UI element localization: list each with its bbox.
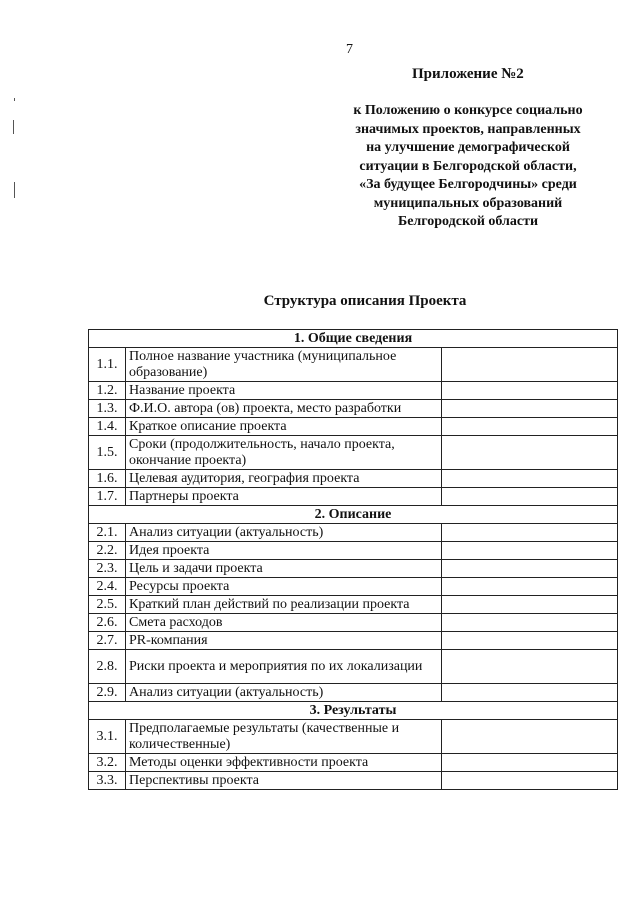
section-title: 2. Описание — [89, 506, 618, 524]
row-label: Анализ ситуации (актуальность) — [126, 684, 442, 702]
row-label: Предполагаемые результаты (качественные и количественные) — [126, 720, 442, 754]
row-label: Перспективы проекта — [126, 772, 442, 790]
table-row — [89, 772, 618, 790]
row-label: Идея проекта — [126, 542, 442, 560]
table-row — [89, 488, 618, 506]
appendix-subtitle: к Положению о конкурсе социально значимых проектов, направленных на улучшение демографической ситуации в Белгородской области, «За будущее Белгородчины» среди муниципальных образований Белгородской области — [353, 103, 583, 229]
row-number: 3.3. — [89, 772, 126, 790]
table-row — [89, 650, 618, 684]
row-number: 2.3. — [89, 560, 126, 578]
row-number: 1.3. — [89, 400, 126, 418]
section-header-row — [89, 506, 618, 524]
appendix-title: Приложение №2 — [412, 66, 524, 82]
row-value-cell — [442, 400, 618, 418]
row-number: 3.2. — [89, 754, 126, 772]
table-row — [89, 382, 618, 400]
table-row — [89, 596, 618, 614]
row-value-cell — [442, 578, 618, 596]
row-label: Полное название участника (муниципальное образование) — [126, 348, 442, 382]
row-number: 2.8. — [89, 650, 126, 684]
row-label: Сроки (продолжительность, начало проекта, окончание проекта) — [126, 436, 442, 470]
row-number: 1.1. — [89, 348, 126, 382]
row-value-cell — [442, 348, 618, 382]
table-row — [89, 418, 618, 436]
row-value-cell — [442, 632, 618, 650]
page-number: 7 — [346, 42, 353, 57]
row-value-cell — [442, 650, 618, 684]
row-number: 1.5. — [89, 436, 126, 470]
table-row — [89, 436, 618, 470]
row-label: Цель и задачи проекта — [126, 560, 442, 578]
row-number: 1.2. — [89, 382, 126, 400]
row-label: Анализ ситуации (актуальность) — [126, 524, 442, 542]
row-label: Риски проекта и мероприятия по их локализации — [126, 650, 442, 684]
row-number: 2.1. — [89, 524, 126, 542]
document-title: Структура описания Проекта — [263, 293, 467, 309]
section-header-row — [89, 702, 618, 720]
section-header-row — [89, 330, 618, 348]
row-value-cell — [442, 684, 618, 702]
table-row — [89, 720, 618, 754]
table-row — [89, 632, 618, 650]
table-row — [89, 684, 618, 702]
row-value-cell — [442, 436, 618, 470]
project-structure-table — [88, 329, 618, 790]
row-value-cell — [442, 754, 618, 772]
row-number: 2.5. — [89, 596, 126, 614]
row-label: Целевая аудитория, география проекта — [126, 470, 442, 488]
table-row — [89, 614, 618, 632]
row-number: 1.6. — [89, 470, 126, 488]
row-number: 3.1. — [89, 720, 126, 754]
row-value-cell — [442, 382, 618, 400]
row-number: 2.9. — [89, 684, 126, 702]
row-label: Название проекта — [126, 382, 442, 400]
row-value-cell — [442, 596, 618, 614]
row-value-cell — [442, 772, 618, 790]
row-label: PR-компания — [126, 632, 442, 650]
table-row — [89, 754, 618, 772]
table-row — [89, 560, 618, 578]
row-label: Партнеры проекта — [126, 488, 442, 506]
row-value-cell — [442, 524, 618, 542]
table-row — [89, 470, 618, 488]
table-row — [89, 348, 618, 382]
table-row — [89, 524, 618, 542]
row-value-cell — [442, 542, 618, 560]
section-title: 3. Результаты — [89, 702, 618, 720]
row-label: Ресурсы проекта — [126, 578, 442, 596]
row-label: Методы оценки эффективности проекта — [126, 754, 442, 772]
row-label: Смета расходов — [126, 614, 442, 632]
section-title: 1. Общие сведения — [89, 330, 618, 348]
table-row — [89, 578, 618, 596]
row-value-cell — [442, 720, 618, 754]
scan-artifact — [14, 98, 15, 101]
row-label: Краткое описание проекта — [126, 418, 442, 436]
row-value-cell — [442, 560, 618, 578]
scan-artifact — [14, 182, 15, 198]
row-number: 1.7. — [89, 488, 126, 506]
row-number: 2.7. — [89, 632, 126, 650]
row-value-cell — [442, 470, 618, 488]
row-value-cell — [442, 488, 618, 506]
row-value-cell — [442, 614, 618, 632]
table-row — [89, 542, 618, 560]
row-number: 2.6. — [89, 614, 126, 632]
row-label: Ф.И.О. автора (ов) проекта, место разработки — [126, 400, 442, 418]
row-label: Краткий план действий по реализации проекта — [126, 596, 442, 614]
row-value-cell — [442, 418, 618, 436]
row-number: 1.4. — [89, 418, 126, 436]
scan-artifact — [13, 120, 14, 134]
table-row — [89, 400, 618, 418]
row-number: 2.2. — [89, 542, 126, 560]
row-number: 2.4. — [89, 578, 126, 596]
